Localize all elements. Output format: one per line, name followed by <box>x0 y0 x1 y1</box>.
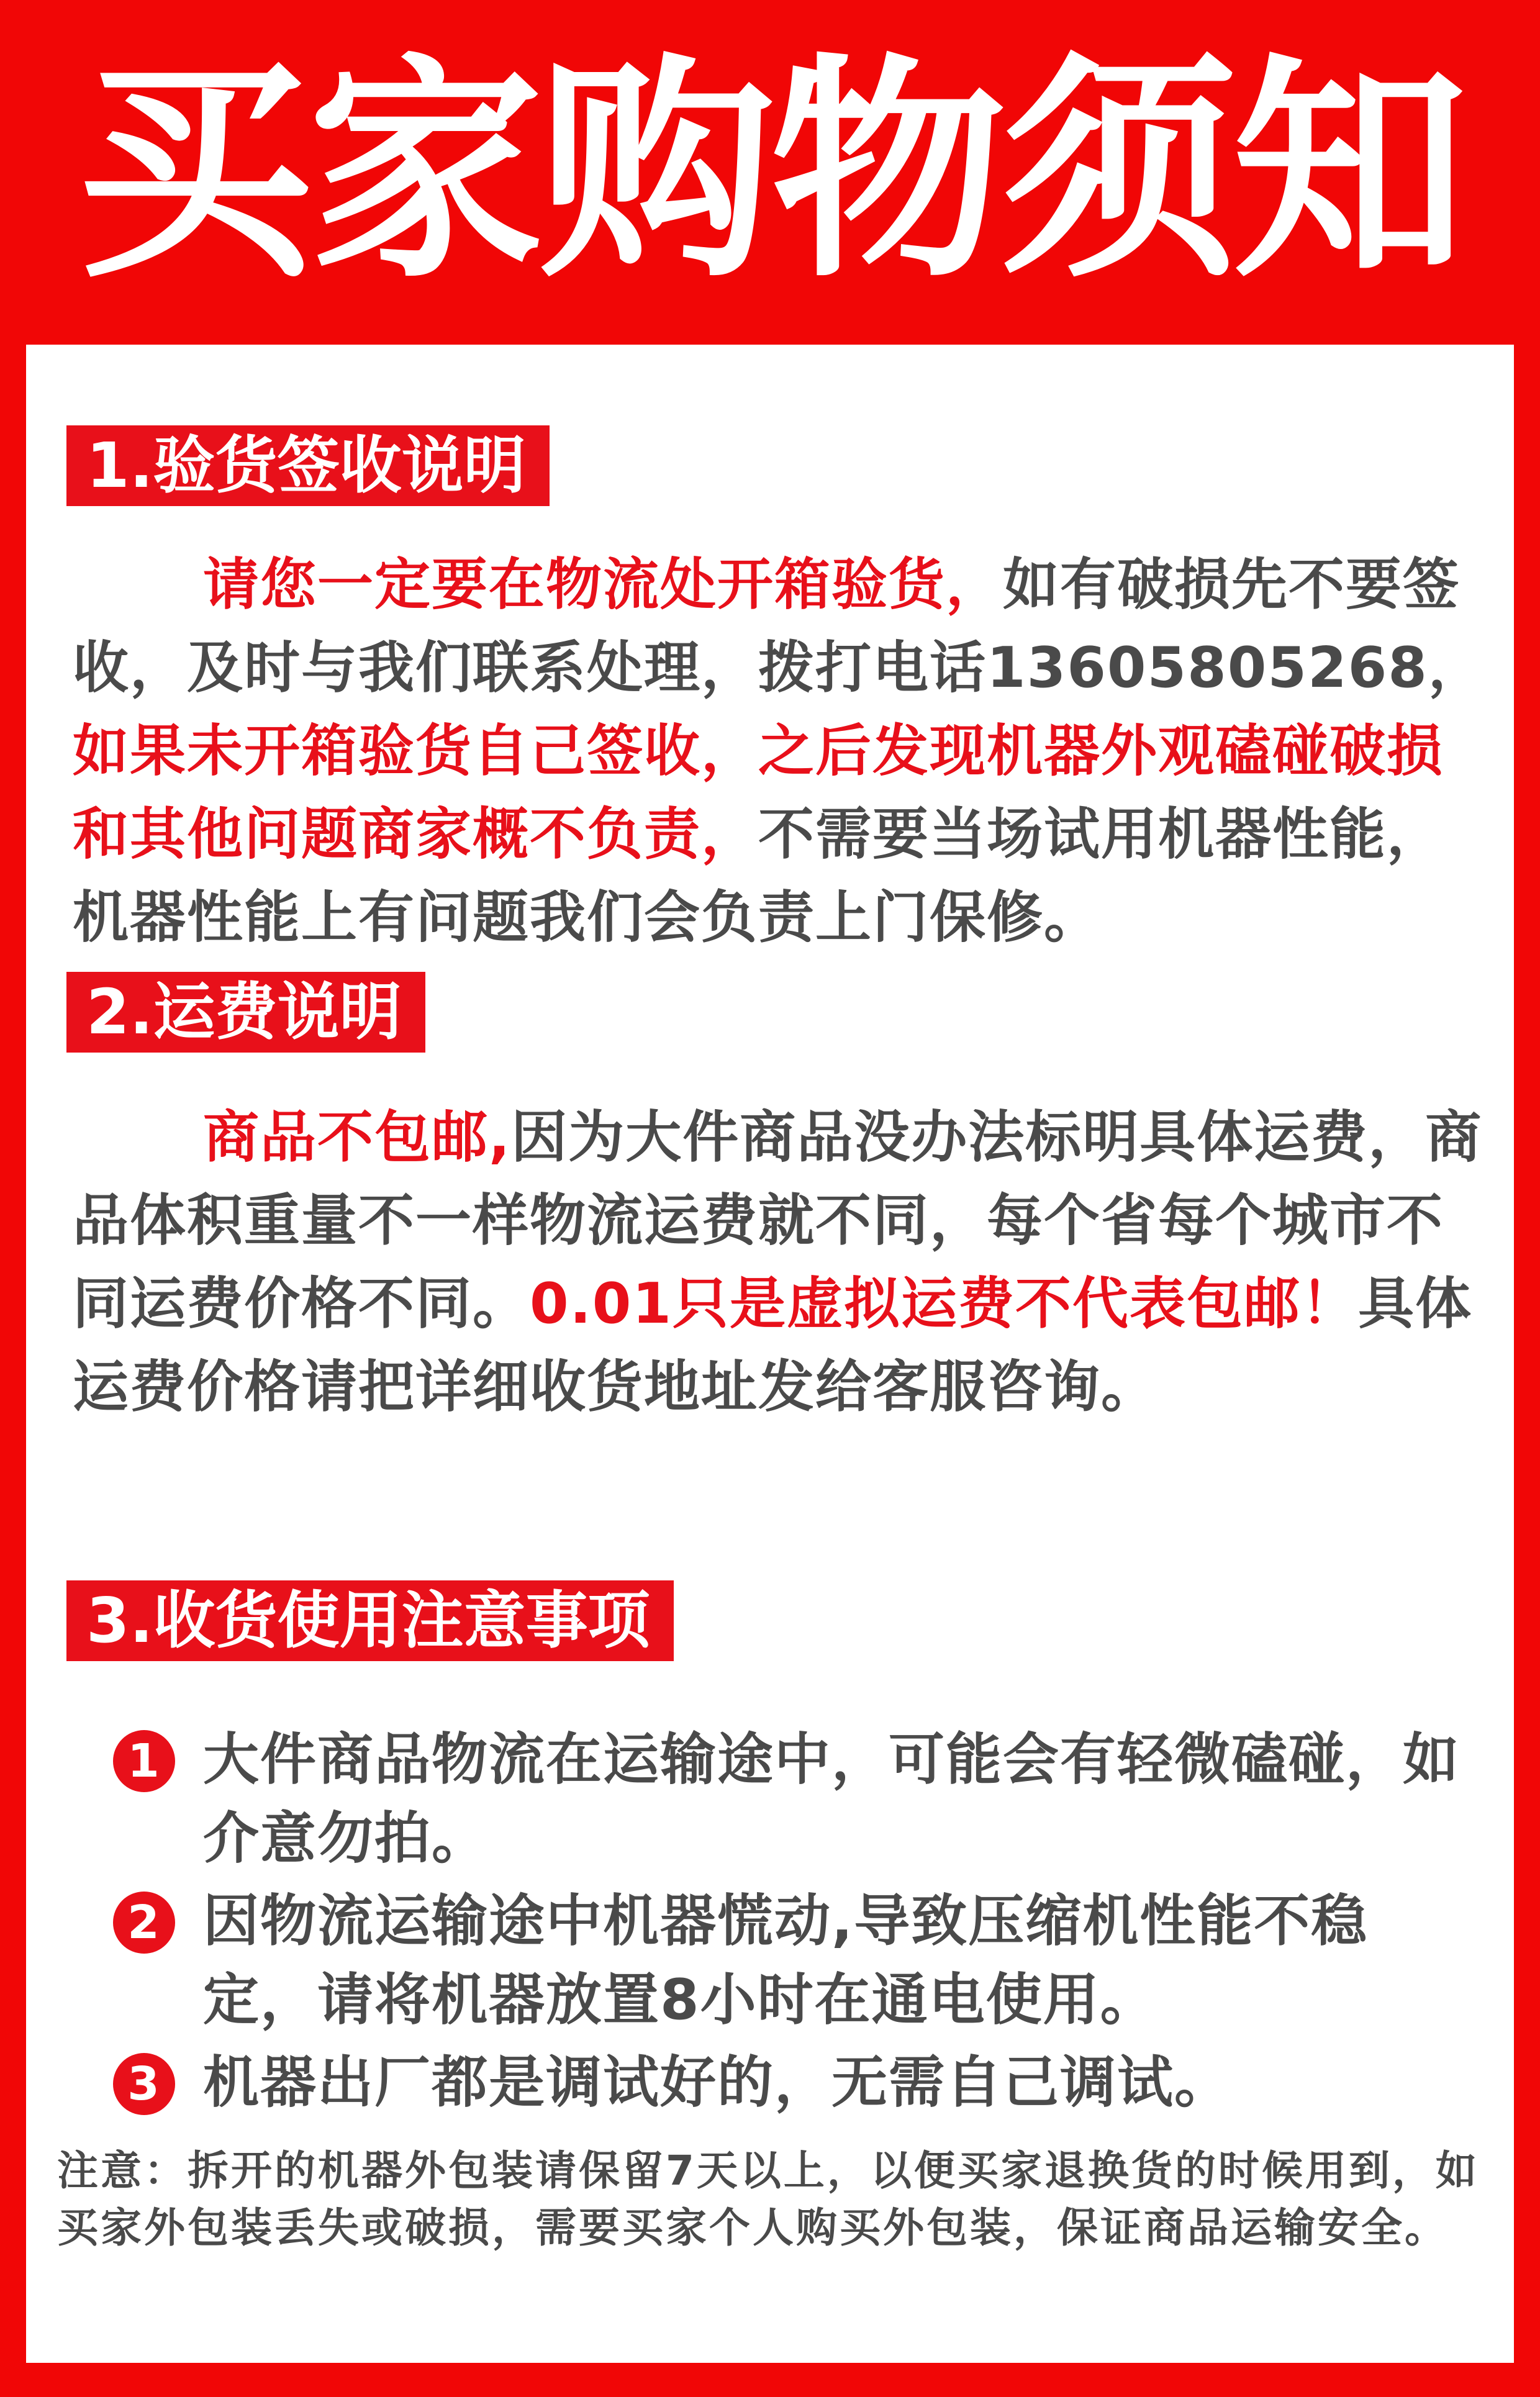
inspection-paragraph <box>73 543 1488 959</box>
inspection-text-4: 不需要当场试用机器性能，机器性能上有问题我们会负责上门保修。 <box>73 802 1444 950</box>
note-text: 因物流运输途中机器慌动,导致压缩机性能不稳定，请将机器放置8小时在通电使用。 <box>203 1888 1369 2032</box>
list-item <box>113 2043 1479 2122</box>
number-3-icon: 3 <box>113 2053 175 2115</box>
shipping-text-4: 具体运费价格请把详细收货地址发给客服咨询。 <box>73 1271 1473 1420</box>
inspection-text-2: 如有破损先不要签收，及时与我们联系处理，拨打电话13605805268， <box>73 552 1485 700</box>
list-item <box>113 1720 1479 1878</box>
inspection-text-1: 请您一定要在物流处开箱验货， <box>203 552 1003 617</box>
inspection-text-3: 如果未开箱验货自己签收，之后发现机器外观磕碰破损和其他问题商家概不负责， <box>73 718 1444 867</box>
content-panel <box>26 345 1514 2363</box>
shipping-text-3: 0.01只是虚拟运费不代表包邮！ <box>530 1271 1359 1336</box>
note-text: 大件商品物流在运输途中，可能会有轻微磕碰，如介意勿拍。 <box>203 1727 1460 1871</box>
shipping-text-1: 商品不包邮, <box>203 1105 512 1170</box>
shipping-text-2: 因为大件商品没办法标明具体运费，商品体积重量不一样物流运费就不同，每个省每个城市不同运费价格不同。 <box>73 1105 1483 1336</box>
page-title: 买家购物须知 <box>77 32 1463 309</box>
footnote: 注意：拆开的机器外包装请保留7天以上，以便买家退换货的时候用到，如买家外包装丢失或破损，需要买家个人购买外包装，保证商品运输安全。 <box>57 2147 1479 2252</box>
number-1-icon: 1 <box>113 1730 175 1792</box>
shipping-paragraph <box>73 1096 1488 1429</box>
number-2-icon: 2 <box>113 1892 175 1954</box>
list-item <box>113 1882 1479 2039</box>
note-text: 机器出厂都是调试好的，无需自己调试。 <box>203 2050 1231 2115</box>
section-heading-usage-notes: 3.收货使用注意事项 <box>66 1580 674 1661</box>
section-heading-shipping: 2.运费说明 <box>66 972 425 1053</box>
usage-notes-list <box>113 1720 1479 2126</box>
section-heading-inspection: 1.验货签收说明 <box>66 425 550 506</box>
